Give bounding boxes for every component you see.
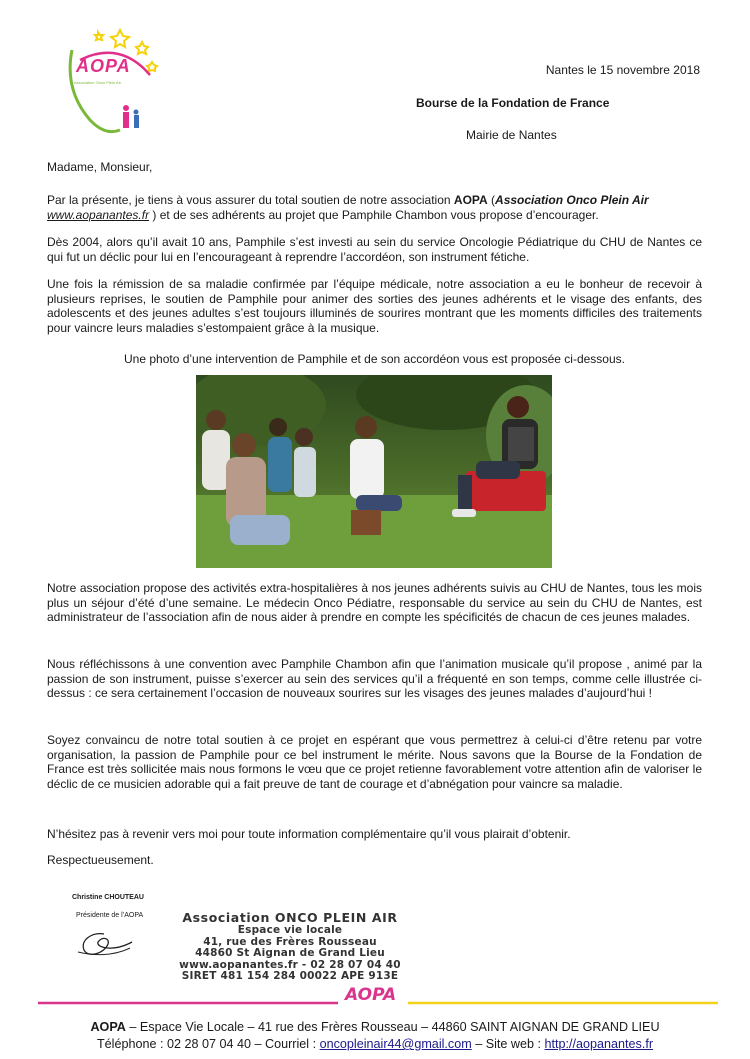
footer-address [0, 1020, 750, 1034]
signatory-name: Christine CHOUTEAU [72, 894, 144, 901]
website-link[interactable]: www.aopanantes.fr [47, 207, 150, 222]
p1-after: ) et de ses adhérents au projet que Pamphile Chambon vous propose d’encourager. [149, 207, 599, 222]
signatory-role: Présidente de l’AOPA [76, 912, 144, 919]
footer-org: AOPA [90, 1020, 126, 1034]
footer-email-link[interactable]: oncopleinair44@gmail.com [319, 1037, 472, 1051]
footer-logo [345, 985, 396, 1005]
paragraph-3: Une fois la rémission de sa maladie confirmée par l’équipe médicale, notre association a eu le bonheur de recevoir à plusieurs reprises, le soutien de Pamphile pour animer des sorties des jeunes adhérents et le visage des enfants, des adolescents et des jeunes adultes s’est toujours illuminés de sourires montrant que les moments difficiles des traitements pour vaincre leurs maladies s’estompaient grâce à la musique. [47, 277, 702, 335]
stamp-line-1: Association ONCO PLEIN AIR [182, 910, 398, 925]
paragraph-7: N’hésitez pas à revenir vers moi pour toute information complémentaire qu’il vous plairait d’obtenir. [47, 827, 571, 841]
footer-contact [0, 1037, 750, 1051]
stamp-line-6: SIRET 481 154 284 00022 APE 913E [181, 970, 399, 982]
logo-tagline: Association Onco Plein Air [74, 80, 121, 85]
stamp-line-5: www.aopanantes.fr - 02 28 07 04 40 [179, 958, 401, 971]
footer-phone: Téléphone : 02 28 07 04 40 – Courriel : [96, 1037, 320, 1051]
footer-site-label: – Site web : [471, 1037, 545, 1051]
recipient-line-2: Mairie de Nantes [466, 128, 557, 142]
association-stamp [170, 911, 410, 983]
closing: Respectueusement. [47, 853, 154, 867]
p1-before: Par la présente, je tiens à vous assurer du total soutien de notre association [47, 193, 454, 207]
paragraph-5: Nous réfléchissons à une convention avec Pamphile Chambon afin que l’animation musicale qu’il propose , animé par la passion de son instrument, puisse s’exercer au sein des services qu’il a fréquenté en son temps, comme celle illustrée ci-dessus : ce sera certainement l’occasion de nouveaux sourires sur les visages des jeunes malades d’aujourd’hui ! [47, 657, 702, 701]
paragraph-1 [47, 193, 702, 222]
recipient-line-1: Bourse de la Fondation de France [416, 96, 610, 110]
p1-assoc-full: Association Onco Plein Air [495, 193, 649, 207]
logo-text: AOPA [76, 56, 131, 76]
handwritten-signature [74, 922, 136, 962]
paragraph-4: Notre association propose des activités extra-hospitalières à nos jeunes adhérents suivis au CHU de Nantes, tous les mois plus un séjour d’été d’une semaine. Le médecin Onco Pédiatre, responsable du service au sein du CHU de Nantes, est administrateur de l’association afin de nous aider à prendre en compte les spécificités de chacun de ces jeunes malades. [47, 581, 702, 625]
footer-site-link[interactable]: http://aopanantes.fr [544, 1037, 654, 1051]
photo-illustration [196, 375, 552, 568]
letter-date: Nantes le 15 novembre 2018 [545, 63, 700, 77]
salutation: Madame, Monsieur, [47, 160, 153, 174]
stamp-line-2: Espace vie locale [237, 924, 343, 936]
footer-address-text: – Espace Vie Locale – 41 rue des Frères Rousseau – 44860 SAINT AIGNAN DE GRAND LIEU [125, 1020, 660, 1034]
aopa-logo [60, 20, 165, 145]
paragraph-6: Soyez convaincu de notre total soutien à ce projet en espérant que vous permettrez à celui-ci d’être retenu par votre organisation, la passion de Pamphile pour ce bel instrument le mérite. Nous savons que la Bourse de la Fondation de France est très sollicitée mais nous formons le vœu que ce projet retienne favorablement votre attention afin de valoriser le déclic de ce musicien adorable qui a fait preuve de tant de courage et d’abnégation pour vaincre sa maladie. [47, 733, 702, 791]
p1-open-paren: ( [487, 193, 496, 207]
accordion-performance-photo [196, 375, 552, 568]
photo-caption: Une photo d’une intervention de Pamphile et de son accordéon vous est proposée ci-dessous. [124, 352, 625, 366]
stamp-line-4: 44860 St Aignan de Grand Lieu [195, 947, 385, 959]
paragraph-2: Dès 2004, alors qu’il avait 10 ans, Pamphile s’est investi au sein du service Oncologie Pédiatrique du CHU de Nantes ce qui fut un déclic pour lui en l’encourageant à reprendre l’accordéon, son instrument fétiche. [47, 235, 702, 264]
footer-logo-text: AOPA [345, 985, 397, 1005]
stamp-line-3: 41, rue des Frères Rousseau [203, 935, 377, 948]
signature-graphic [74, 922, 136, 962]
p1-assoc-short: AOPA [453, 193, 488, 207]
